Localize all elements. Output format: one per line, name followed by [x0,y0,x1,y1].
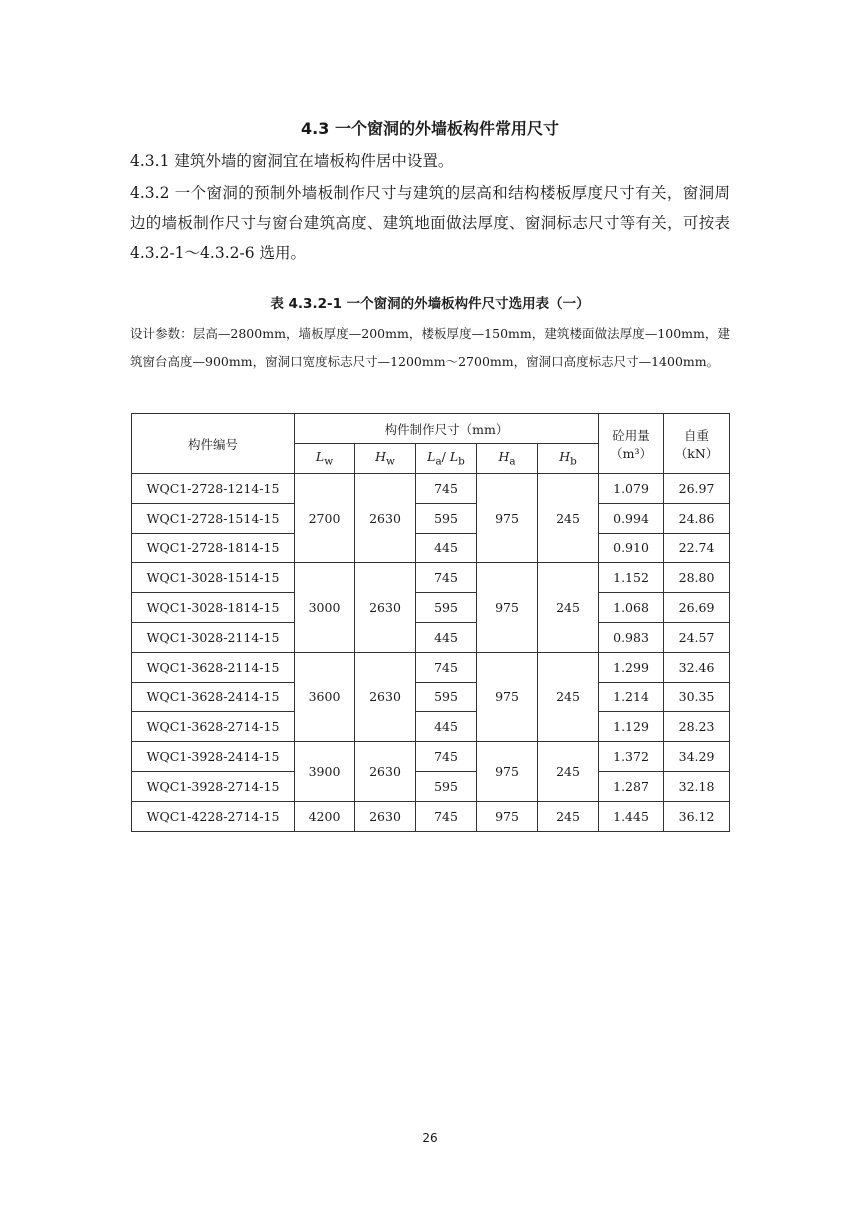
cell-concrete: 1.372 [599,742,664,772]
table-caption: 表 4.3.2-1 一个窗洞的外墙板构件尺寸选用表（一） [270,296,590,312]
cell-hb: 245 [538,652,599,741]
table-row [132,622,730,652]
cell-weight: 24.57 [664,622,730,652]
cell-component-id: WQC1-3028-1814-15 [132,593,295,623]
header-concrete-label: 砼用量 [612,427,650,443]
cell-component-id: WQC1-3628-2414-15 [132,682,295,712]
cell-component-id: WQC1-3928-2714-15 [132,771,295,801]
cell-hb: 245 [538,474,599,563]
cell-concrete: 0.983 [599,622,664,652]
cell-hw: 2630 [355,652,416,741]
cell-component-id: WQC1-3628-2714-15 [132,712,295,742]
component-size-table [131,413,730,832]
cell-la-lb: 445 [416,712,477,742]
cell-lw: 2700 [295,474,355,563]
cell-component-id: WQC1-2728-1814-15 [132,533,295,563]
header-weight-unit: （kN） [674,445,719,461]
page-number: 26 [422,1131,438,1145]
cell-concrete: 1.299 [599,652,664,682]
header-fabrication-size: 构件制作尺寸（mm） [295,414,599,444]
cell-ha: 975 [477,742,538,802]
cell-concrete: 1.079 [599,474,664,504]
cell-component-id: WQC1-3028-2114-15 [132,622,295,652]
cell-la-lb: 745 [416,742,477,772]
table-row [132,503,730,533]
cell-concrete: 0.910 [599,533,664,563]
cell-weight: 28.23 [664,712,730,742]
cell-hw: 2630 [355,563,416,652]
paragraph-4-3-2: 4.3.2 一个窗洞的预制外墙板制作尺寸与建筑的层高和结构楼板厚度尺寸有关，窗洞周边的墙板制作尺寸与窗台建筑高度、建筑地面做法厚度、窗洞标志尺寸等有关，可按表 4.3.2-1～4.3.2-6 选用。 [130,184,730,262]
cell-concrete: 1.287 [599,771,664,801]
cell-concrete: 1.129 [599,712,664,742]
cell-weight: 26.97 [664,474,730,504]
section-title: 4.3 一个窗洞的外墙板构件常用尺寸 [301,119,559,138]
table-row [132,742,730,772]
cell-ha: 975 [477,563,538,652]
cell-lw: 3600 [295,652,355,741]
cell-hw: 2630 [355,474,416,563]
cell-hb: 245 [538,742,599,802]
cell-weight: 32.46 [664,652,730,682]
cell-component-id: WQC1-2728-1214-15 [132,474,295,504]
cell-la-lb: 745 [416,474,477,504]
cell-lw: 3000 [295,563,355,652]
cell-component-id: WQC1-2728-1514-15 [132,503,295,533]
cell-la-lb: 745 [416,652,477,682]
cell-la-lb: 445 [416,533,477,563]
table-row [132,652,730,682]
header-weight-label: 自重 [684,427,710,443]
header-component-id: 构件编号 [132,414,295,474]
header-lw: $L_w$ [295,444,355,474]
cell-weight: 24.86 [664,503,730,533]
table-row [132,682,730,712]
paragraph-4-3-1: 4.3.1 建筑外墙的窗洞宜在墙板构件居中设置。 [130,152,454,170]
cell-weight: 30.35 [664,682,730,712]
table-body [132,474,730,832]
table-row [132,801,730,831]
table-row [132,474,730,504]
table-row [132,563,730,593]
cell-ha: 975 [477,474,538,563]
header-la-lb: $L_a/$ $L_b$ [416,444,477,474]
header-hb: $H_b$ [538,444,599,474]
cell-concrete: 1.152 [599,563,664,593]
cell-hw: 2630 [355,742,416,802]
table-row [132,533,730,563]
header-weight [664,414,730,474]
cell-weight: 36.12 [664,801,730,831]
table-row [132,593,730,623]
header-concrete-unit: （m³） [610,445,652,461]
cell-la-lb: 745 [416,563,477,593]
cell-concrete: 0.994 [599,503,664,533]
design-parameters: 设计参数：层高—2800mm，墙板厚度—200mm，楼板厚度—150mm，建筑楼面做法厚度—100mm，建筑窗台高度—900mm，窗洞口宽度标志尺寸—1200mm～2700mm，窗洞口高度标志尺寸—1400mm。 [130,326,730,369]
cell-component-id: WQC1-4228-2714-15 [132,801,295,831]
cell-concrete: 1.068 [599,593,664,623]
cell-hw: 2630 [355,801,416,831]
cell-component-id: WQC1-3028-1514-15 [132,563,295,593]
header-concrete [599,414,664,474]
cell-weight: 32.18 [664,771,730,801]
cell-la-lb: 595 [416,593,477,623]
cell-weight: 26.69 [664,593,730,623]
cell-ha: 975 [477,801,538,831]
cell-hb: 245 [538,801,599,831]
cell-concrete: 1.214 [599,682,664,712]
cell-hb: 245 [538,563,599,652]
cell-lw: 4200 [295,801,355,831]
cell-la-lb: 595 [416,771,477,801]
cell-component-id: WQC1-3628-2114-15 [132,652,295,682]
cell-la-lb: 745 [416,801,477,831]
table-row [132,771,730,801]
header-ha: $H_a$ [477,444,538,474]
cell-la-lb: 595 [416,503,477,533]
cell-la-lb: 445 [416,622,477,652]
cell-weight: 34.29 [664,742,730,772]
header-hw: $H_w$ [355,444,416,474]
cell-weight: 22.74 [664,533,730,563]
cell-concrete: 1.445 [599,801,664,831]
cell-component-id: WQC1-3928-2414-15 [132,742,295,772]
cell-ha: 975 [477,652,538,741]
cell-la-lb: 595 [416,682,477,712]
table-row [132,712,730,742]
cell-weight: 28.80 [664,563,730,593]
cell-lw: 3900 [295,742,355,802]
